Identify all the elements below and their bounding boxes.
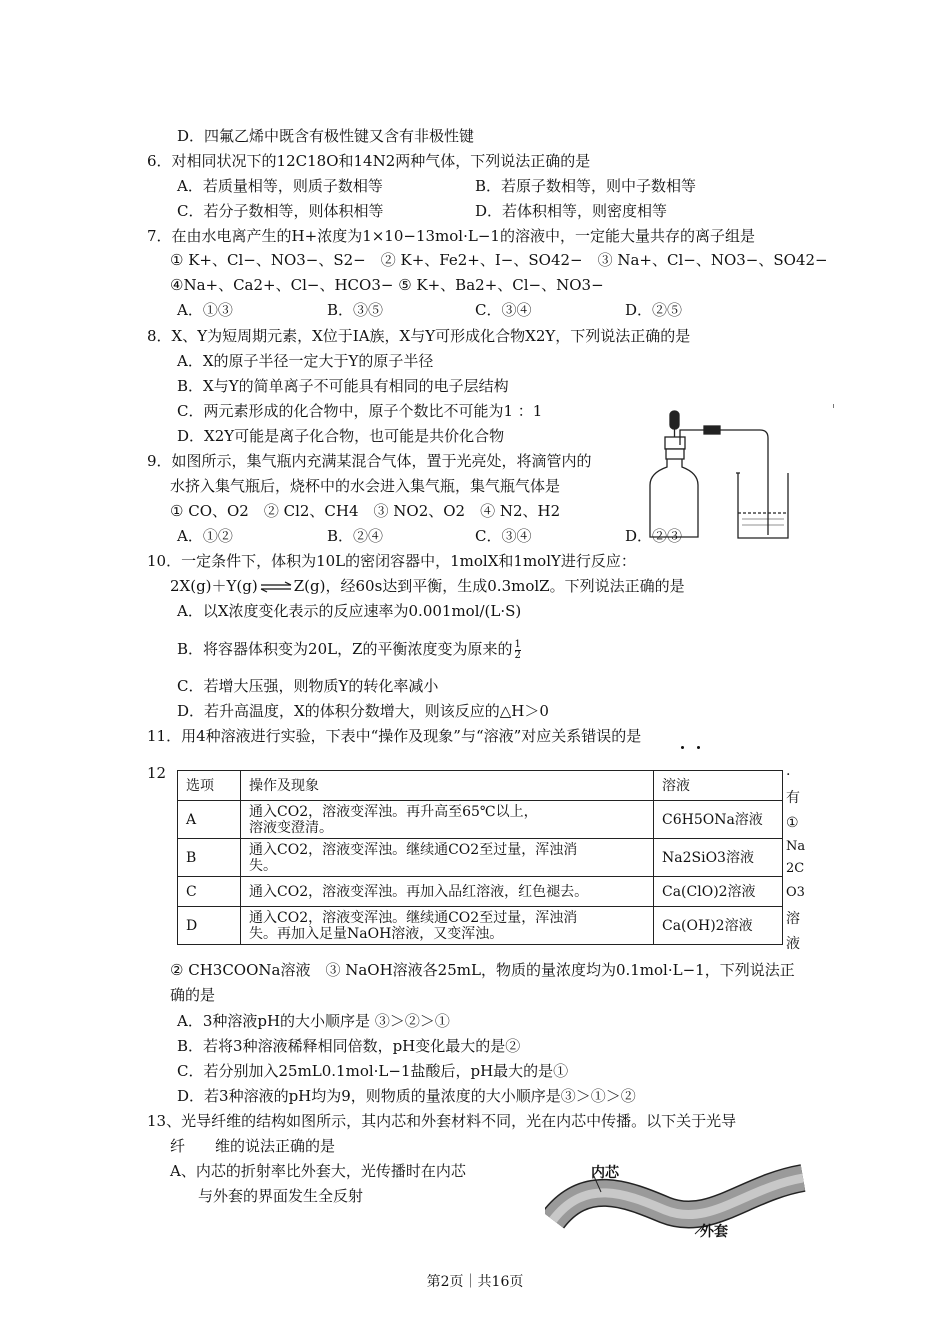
q12-option-c: C．若分别加入25mL0.1mol·L−1盐酸后，pH最大的是① — [177, 1062, 569, 1080]
table-row — [178, 801, 783, 839]
q12-side-text: 液 — [786, 936, 800, 952]
q13-stem-line-2: 纤 维的说法正确的是 — [170, 1137, 336, 1155]
fraction-numerator: 1 — [514, 638, 521, 650]
table-cell: Ca(OH)2溶液 — [654, 907, 783, 945]
q9-option-a: A．①② — [177, 527, 233, 545]
q8-stem: 8．X、Y为短周期元素，X位于IA族，X与Y可形成化合物X2Y，下列说法正确的是 — [147, 327, 691, 345]
q6-option-c: C．若分子数相等，则体积相等 — [177, 202, 384, 220]
table-cell: 通入CO2，溶液变浑浊。继续通CO2至过量，浑浊消 失。再加入足量NaOH溶液，又变浑浊。 — [241, 907, 654, 945]
q7-option-c: C．③④ — [475, 301, 532, 319]
table-row — [178, 839, 783, 877]
q13-stem-line-1: 13、光导纤维的结构如图所示，其内芯和外套材料不同，光在内芯中传播。以下关于光导 — [147, 1112, 737, 1130]
q10-option-b — [177, 639, 521, 661]
q10-equation-products: Z(g)，经60s达到平衡，生成0.3molZ。下列说法正确的是 — [293, 577, 685, 595]
table-cell: 通入CO2，溶液变浑浊。再升高至65℃以上， 溶液变澄清。 — [241, 801, 654, 839]
q8-option-a: A．X的原子半径一定大于Y的原子半径 — [177, 352, 434, 370]
q12-option-b: B．若将3种溶液稀释相同倍数，pH变化最大的是② — [177, 1037, 521, 1055]
fraction-one-half — [515, 640, 521, 661]
q9-option-c: C．③④ — [475, 527, 532, 545]
q7-option-d: D．②⑤ — [625, 301, 683, 319]
table-cell: Ca(ClO)2溶液 — [654, 877, 783, 907]
q12-stem-line-2: 确的是 — [170, 986, 216, 1004]
table-header: 溶液 — [654, 771, 783, 801]
equilibrium-arrow-icon — [260, 581, 292, 593]
q8-option-d: D．X2Y可能是离子化合物，也可能是共价化合物 — [177, 427, 505, 445]
q10-option-d: D．若升高温度，X的体积分数增大，则该反应的△H＞0 — [177, 702, 549, 720]
q10-equation — [170, 576, 685, 596]
fraction-denominator: 2 — [514, 649, 521, 661]
table-header: 选项 — [178, 771, 241, 801]
q12-stem-line-1: ② CH3COONa溶液 ③ NaOH溶液各25mL，物质的量浓度均为0.1mol·L−1，下列说法正 — [170, 961, 795, 979]
q8-option-c: C．两元素形成的化合物中，原子个数比不可能为1 ：1 — [177, 402, 543, 420]
q9-stem-line-1: 9．如图所示，集气瓶内充满某混合气体，置于光亮处，将滴管内的 — [147, 452, 592, 470]
q9-stem-line-2: 水挤入集气瓶后，烧杯中的水会进入集气瓶，集气瓶气体是 — [170, 477, 561, 495]
q12-option-d: D．若3种溶液的pH均为9，则物质的量浓度的大小顺序是③＞①＞② — [177, 1087, 636, 1105]
q9-option-b: B．②④ — [327, 527, 384, 545]
gas-bottle-apparatus-figure — [640, 405, 820, 545]
q6-option-b: B．若原子数相等，则中子数相等 — [475, 177, 697, 195]
q5-option-d: D．四氟乙烯中既含有极性键又含有非极性键 — [177, 127, 475, 145]
q12-side-text: 2C — [786, 861, 805, 876]
table-header: 操作及现象 — [241, 771, 654, 801]
q12-number: 12 — [147, 764, 167, 782]
q10-option-a: A．以X浓度变化表示的反应速率为0.001mol/(L·S) — [177, 602, 522, 620]
q12-side-text: O3 — [786, 885, 805, 900]
q9-option-d: D．②③ — [625, 527, 683, 545]
q10-equation-reactants: 2X(g)＋Y(g) — [170, 577, 258, 595]
q12-side-text: 有 — [786, 790, 800, 806]
optical-fiber-figure — [545, 1158, 810, 1250]
q7-option-b: B．③⑤ — [327, 301, 384, 319]
table-row — [178, 877, 783, 907]
q12-side-text: . — [786, 763, 791, 779]
q6-option-d: D．若体积相等，则密度相等 — [475, 202, 668, 220]
q7-ions-line-2: ④Na+、Ca2+、Cl−、HCO3− ⑤ K+、Ba2+、Cl−、NO3− — [170, 276, 604, 294]
q11-table — [177, 770, 783, 945]
table-cell: 通入CO2，溶液变浑浊。继续通CO2至过量，浑浊消 失。 — [241, 839, 654, 877]
table-cell: C6H5ONa溶液 — [654, 801, 783, 839]
q11-stem: 11．用4种溶液进行实验，下表中“操作及现象”与“溶液”对应关系错误的是 — [147, 727, 642, 745]
table-cell: D — [178, 907, 241, 945]
fiber-cladding-label: 外套 — [700, 1224, 728, 1240]
table-cell: B — [178, 839, 241, 877]
fiber-core-label: 内芯 — [591, 1165, 619, 1181]
q12-side-text: Na — [786, 839, 806, 854]
emphasis-dot — [681, 746, 684, 749]
q10-stem: 10．一定条件下，体积为10L的密闭容器中，1molX和1molY进行反应： — [147, 552, 636, 570]
q12-side-text: 溶 — [786, 911, 800, 927]
table-cell: A — [178, 801, 241, 839]
q6-option-a: A．若质量相等，则质子数相等 — [177, 177, 383, 195]
q12-side-text: ① — [786, 815, 799, 831]
q12-option-a: A．3种溶液pH的大小顺序是 ③＞②＞① — [177, 1012, 450, 1030]
q8-option-b: B．X与Y的简单离子不可能具有相同的电子层结构 — [177, 377, 509, 395]
table-cell: Na2SiO3溶液 — [654, 839, 783, 877]
page-footer: 第2页｜共16页 — [426, 1274, 524, 1290]
q10-option-c: C．若增大压强，则物质Y的转化率减小 — [177, 677, 439, 695]
q6-stem: 6．对相同状况下的12C18O和14N2两种气体，下列说法正确的是 — [147, 152, 591, 170]
q7-stem: 7．在由水电离产生的H+浓度为1×10−13mol·L−1的溶液中，一定能大量共存的离子组是 — [147, 227, 755, 245]
q10-option-b-text: B．将容器体积变为20L，Z的平衡浓度变为原来的 — [177, 640, 513, 658]
q9-gas-options: ① CO、O2 ② Cl2、CH4 ③ NO2、O2 ④ N2、H2 — [170, 502, 561, 520]
table-cell: 通入CO2，溶液变浑浊。再加入品红溶液，红色褪去。 — [241, 877, 654, 907]
q13-option-a-line-2: 与外套的界面发生全反射 — [198, 1187, 364, 1205]
emphasis-dot — [697, 746, 700, 749]
scan-mark — [833, 404, 834, 408]
table-row — [178, 907, 783, 945]
table-cell: C — [178, 877, 241, 907]
table-header-row — [178, 771, 783, 801]
q7-option-a: A．①③ — [177, 301, 233, 319]
q13-option-a-line-1: A、内芯的折射率比外套大，光传播时在内芯 — [170, 1162, 466, 1180]
q7-ions-line-1: ① K+、Cl−、NO3−、S2− ② K+、Fe2+、I−、SO42− ③ Na+、Cl−、NO3−、SO42− — [170, 251, 828, 269]
